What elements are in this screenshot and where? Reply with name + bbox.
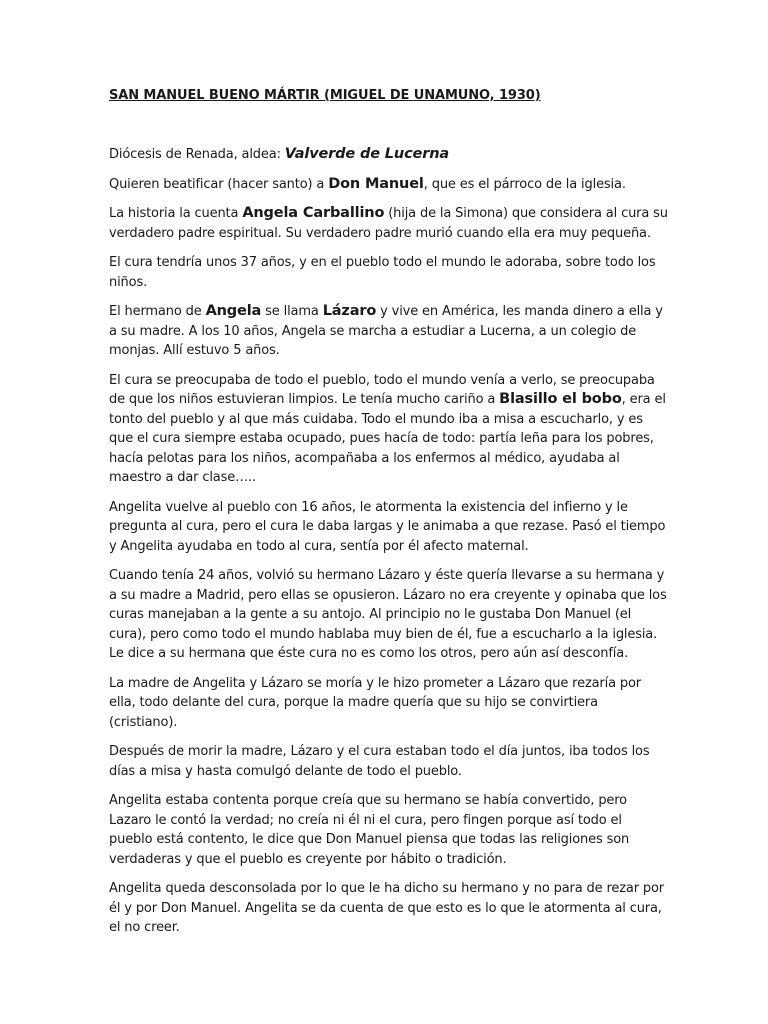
paragraph-angelita-returns: Angelita vuelve al pueblo con 16 años, le atormenta la existencia del infierno y le pregunta al cura, pero el cura le daba largas y le animaba a que rezase. Pasó el tiempo y Angelita ayudaba en todo al cura, sentía por él afecto maternal. [109,499,666,554]
paragraph-brother [109,302,668,361]
paragraph-text: y vive en América, les manda dinero a ella y a su madre. A los 10 años, Angela se marcha a estudiar a Lucerna, a un colegio de monjas. Allí estuvo 5 años. [109,304,663,358]
character-name: Don Manuel [328,175,424,192]
paragraph-narrator [109,204,668,243]
village-name: Valverde de Lucerna [284,146,450,162]
paragraph-beatify [109,175,668,195]
paragraph-mother-dying: La madre de Angelita y Lázaro se moría y le hizo prometer a Lázaro que rezaría por ella, todo delante del cura, porque la madre quería que su hijo se convirtiera (cristiano). [109,675,641,730]
paragraph-text: se llama [261,304,323,319]
paragraph-diocese [109,145,668,165]
paragraph-lazaro-returns: Cuando tenía 24 años, volvió su hermano Lázaro y éste quería llevarse a su hermana y a su madre a Madrid, pero ellas se opusieron. Lázaro no era creyente y opinaba que los curas manejaban a la gente a su antojo. Al principio no le gustaba Don Manuel (el cura), pero como todo el mundo hablaba muy bien de él, fue a escucharlo a la iglesia. Le dice a su hermana que éste cura no es como los otros, pero aún así desconfía. [109,568,667,661]
character-name: Angela Carballino [242,205,385,221]
paragraph-text: Quieren beatificar (hacer santo) a [109,176,329,192]
paragraph-truth: Angelita estaba contenta porque creía que su hermano se había convertido, pero Lazaro le contó la verdad; no creía ni él ni el cura, pero fingen porque así todo el pueblo está contento, le dice que Don Manuel piensa que todas las religiones son verdaderas y que el pueblo es creyente por hábito o tradición. [109,793,630,867]
paragraph-angelita-grief: Angelita queda desconsolada por lo que le ha dicho su hermano y no para de rezar por él y por Don Manuel. Angelita se da cuenta de que esto es lo que le atormenta al cura, el no creer. [109,881,665,935]
paragraph-text: Diócesis de Renada, aldea: [109,147,285,162]
paragraph-text: El hermano de [109,304,206,319]
paragraph-text: , que es el párroco de la iglesia. [423,176,626,192]
paragraph-text: La historia la cuenta [109,206,243,221]
character-name: Angela [205,303,262,319]
paragraph-priest-care [109,371,668,488]
paragraph-text: (hija de la Simona) que considera al cura su verdadero padre espiritual. Su verdadero padre murió cuando ella era muy pequeña. [109,206,668,241]
paragraph-text: , era el tonto del pueblo y al que más cuidaba. Todo el mundo iba a misa a escucharlo, y es que el cura siempre estaba ocupado, pues hacía de todo: partía leña para los pobres, hacía pelotas para los niños, acompañaba a los enfermos al médico, ayudaba al maestro a dar clase….. [109,392,666,485]
paragraph-priest-age: El cura tendría unos 37 años, y en el pueblo todo el mundo le adoraba, sobre todo los niños. [109,255,656,290]
character-name: Blasillo el bobo [499,391,622,407]
document-title: SAN MANUEL BUENO MÁRTIR (MIGUEL DE UNAMUNO, 1930) [109,88,541,103]
paragraph-after-mother: Después de morir la madre, Lázaro y el cura estaban todo el día juntos, iba todos los días a misa y hasta comulgó delante de todo el pueblo. [109,744,650,779]
paragraph-text: El cura se preocupaba de todo el pueblo, todo el mundo venía a verlo, se preocupaba de que los niños estuvieran limpios. Le tenía mucho cariño a [109,372,655,407]
character-name: Lázaro [322,303,377,319]
